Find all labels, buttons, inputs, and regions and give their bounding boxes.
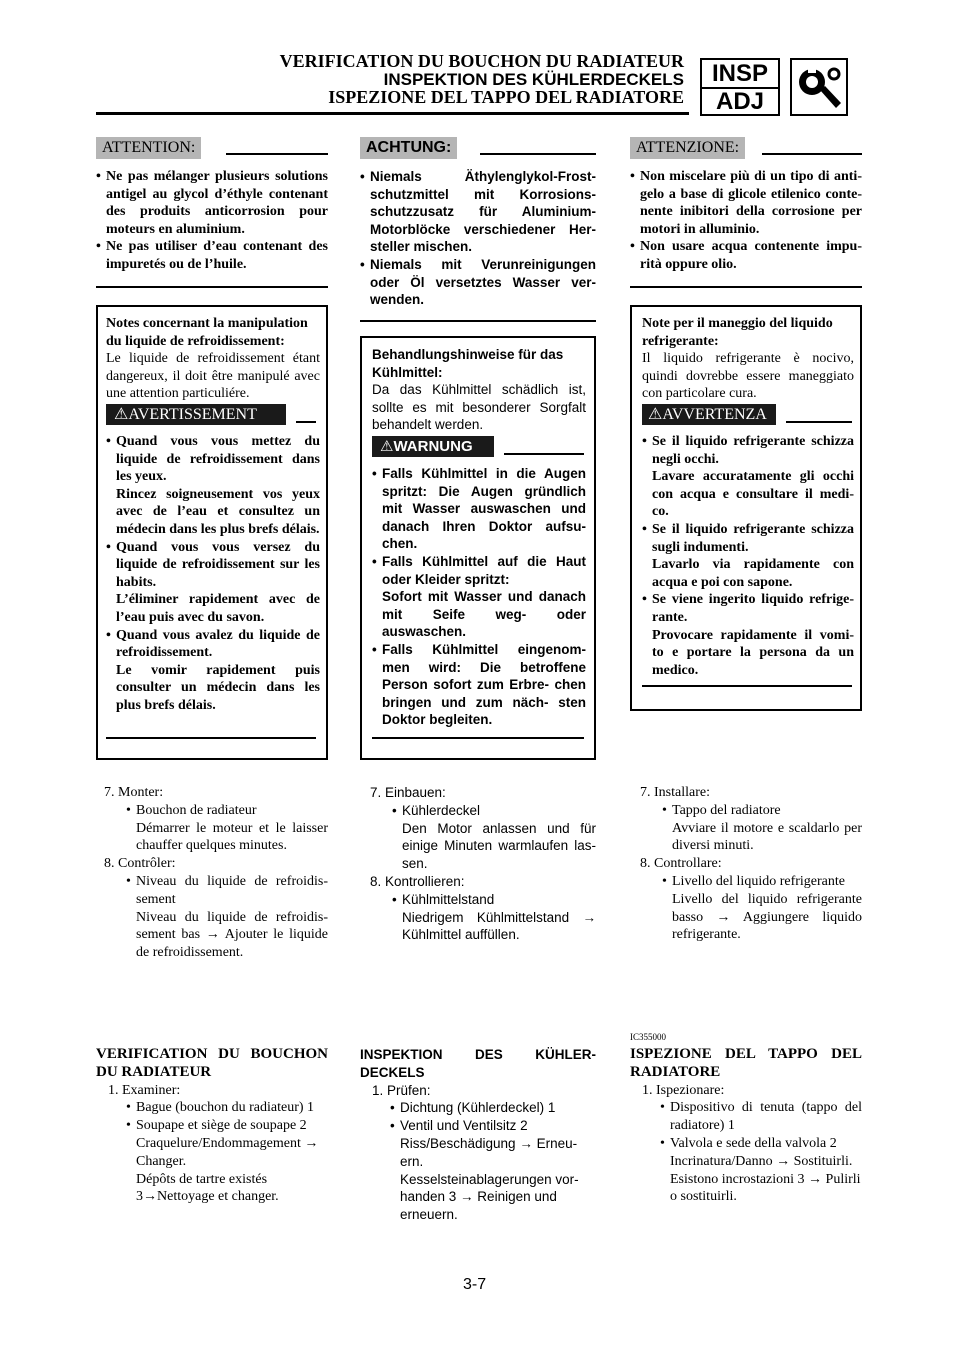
step7-item-de: • Kühlerdeckel (392, 802, 596, 820)
warning-bar-de: ⚠WARNUNG (372, 436, 494, 457)
step7-label-de: 7. Einbauen: (370, 785, 446, 800)
step8-item-it: • Livello del liquido refrigerante (662, 873, 862, 891)
sec-item2-text-it: Incrinatura/Danno → Sostituirli. Esistono incrostazioni 3 → Pulirli o sostituirli. (670, 1153, 861, 1205)
caution-item-fr-1: • Ne pas mélanger plusieurs solutions antigel au glycol d’éthyle contenant des produits anticorrosion pour moteurs en aluminium. (96, 168, 328, 238)
notes-body-fr: Le liquide de refroidissement étant dangereux, il doit être manipulé avec une attention particuliére. (106, 351, 320, 402)
step7-label-it: 7. Installare: (640, 785, 710, 800)
warning-list-de (372, 465, 586, 729)
coolant-notes-box-fr (96, 305, 328, 760)
notes-title-fr: Notes concernant la manipulation du liquide de refroidissement: (106, 316, 308, 349)
section-it (630, 1046, 862, 1206)
caution-tab-fr: ATTENTION: (96, 137, 201, 159)
sec-item2-text-fr: Craquelure/Endommagement → Changer. Dépôts de tartre existés 3→Nettoyage et changer. (136, 1135, 319, 1205)
step8-label-de: 8. Kontrollieren: (370, 873, 465, 889)
section-title-fr: VERIFICATION DU BOUCHON DU RADIATEUR (96, 1046, 328, 1080)
warning-triangle-icon: ⚠ (114, 406, 129, 423)
warning-item-de-1: • Falls Kühlmittel in die Augen spritzt: Die Augen gründlich mit Wasser auswaschen und danach Ihren Doktor aufsu- chen. (372, 465, 586, 553)
steps-it (640, 784, 862, 944)
sec-step1-label-fr: 1. Examiner: (108, 1082, 181, 1098)
step8-text-fr: Niveau du liquide de refroidis- sement bas → Ajouter le liquide de refroidissement. (136, 909, 328, 961)
sec-step1-label-de: 1. Prüfen: (372, 1082, 431, 1098)
section-code-it: IC355000 (630, 1032, 666, 1042)
caution-list-fr (96, 168, 328, 274)
sec-item2-text-de: Riss/Beschädigung → Erneu- ern. Kesselsteinablagerungen vor- handen 3 → Reinigen und erneuern. (400, 1135, 579, 1223)
title-it: ISPEZIONE DEL TAPPO DEL RADIATORE (328, 87, 684, 107)
sec-item1-fr: • Bague (bouchon du radiateur) 1 (126, 1099, 328, 1117)
warning-item-it-2: • Se il liquido refrigerante schizza sugli indumenti. Lavarlo via rapidamente con acqua e poi con sapone. (642, 521, 854, 591)
section-title-it: ISPEZIONE DEL TAPPO DEL RADIATORE (630, 1046, 862, 1080)
notes-title-it: Note per il maneggio del liquido refrigerante: (642, 316, 833, 349)
warning-item-de-3: • Falls Kühlmittel eingenom- men wird: Die betroffene Person sofort zum Erbre- chen bringen und zum näch- sten Doktor begleiten. (372, 641, 586, 729)
sec-item1-it: • Dispositivo di tenuta (tappo del radiatore) 1 (660, 1099, 862, 1135)
caution-tab-it: ATTENZIONE: (630, 137, 745, 159)
caution-list-de (360, 168, 596, 309)
coolant-notes-box-de (360, 336, 596, 760)
title-fr: VERIFICATION DU BOUCHON DU RADIATEUR (279, 51, 684, 71)
step8-item-de: • Kühlmittelstand (392, 891, 596, 909)
warning-bar-it: ⚠AVVERTENZA (642, 404, 776, 425)
sec-item2-de: • Ventil und Ventilsitz 2 (390, 1117, 596, 1135)
step7-item-it: • Tappo del radiatore (662, 802, 862, 820)
steps-fr (104, 784, 328, 962)
warning-list-it (642, 433, 854, 679)
page-number: 3-7 (463, 1276, 487, 1293)
caution-item-fr-2: • Ne pas utiliser d’eau contenant des impuretés ou de l’huile. (96, 238, 328, 273)
coolant-notes-box-it (630, 305, 862, 711)
caution-item-de-2: • Niemals mit Verunreinigungen oder Öl versetztes Wasser ver- wenden. (360, 256, 596, 309)
warning-triangle-icon: ⚠ (380, 438, 394, 455)
warning-item-fr-3: • Quand vous avalez du liquide de refroidissement. Le vomir rapidement puis consulter un médecin dans les plus brefs délais. (106, 627, 320, 715)
title-de: INSPEKTION DES KÜHLERDECKELS (383, 70, 684, 89)
warning-item-fr-2: • Quand vous vous versez du liquide de refroidissement sur les habits. L’éliminer rapidement avec de l’eau puis avec du savon. (106, 539, 320, 627)
step8-label-it: 8. Controllare: (640, 856, 722, 872)
caution-tab-de: ACHTUNG: (360, 137, 457, 159)
insp-adj-box (700, 58, 780, 116)
warning-list-fr (106, 433, 320, 715)
warning-item-it-1: • Se il liquido refrigerante schizza negli occhi. Lavare accuratamente gli occhi con acqua e consultare il medi- co. (642, 433, 854, 521)
steps-de (370, 784, 596, 944)
section-fr (96, 1046, 328, 1206)
step7-text-it: Avviare il motore e scaldarlo per diversi minuti. (672, 820, 862, 854)
notes-body-it: Il liquido refrigerante è nocivo, quindi dovrebbe essere maneggiato con particolare cura. (642, 351, 854, 402)
sec-step1-label-it: 1. Ispezionare: (642, 1082, 725, 1098)
step7-label-fr: 7. Monter: (104, 785, 164, 800)
caution-item-it-1: • Non miscelare più di un tipo di anti- gelo a base di glicole etilenico conte- nente inibitori della corrosione per motori in alluminio. (630, 168, 862, 238)
sec-item2-it: • Valvola e sede della valvola 2 (660, 1135, 862, 1153)
header-rule (96, 112, 689, 115)
notes-body-de: Da das Kühlmittel schädlich ist, sollte es mit besonderer Sorgfalt behandelt werden. (372, 382, 586, 433)
sec-item2-fr: • Soupape et siège de soupape 2 (126, 1117, 328, 1135)
insp-label: INSP (702, 60, 778, 89)
warning-item-de-2: • Falls Kühlmittel auf die Haut oder Kleider spritzt: Sofort mit Wasser und danach mit Seife weg- oder auswaschen. (372, 553, 586, 641)
caution-item-it-2: • Non usare acqua contenente impu- rità oppure olio. (630, 238, 862, 273)
warning-item-it-3: • Se viene ingerito liquido refrige- rante. Provocare rapidamente il vomi- to e portare la persona da un medico. (642, 591, 854, 679)
sec-item1-de: • Dichtung (Kühlerdeckel) 1 (390, 1099, 596, 1117)
step7-text-de: Den Motor anlassen und für einige Minuten warmlaufen las- sen. (402, 820, 596, 872)
section-title-de: INSPEKTION DES KÜHLER- DECKELS (360, 1047, 596, 1080)
wrench-gauge-icon (790, 58, 848, 116)
notes-title-de: Behandlungshinweise für das Kühlmittel: (372, 347, 564, 380)
warning-triangle-icon: ⚠ (648, 406, 663, 423)
warning-item-fr-1: • Quand vous vous mettez du liquide de refroidissement dans les yeux. Rincez soigneusement vos yeux avec de l’eau et consultez un médecin dans les plus brefs délais. (106, 433, 320, 539)
section-de (360, 1046, 596, 1224)
step8-text-it: Livello del liquido refrigerante basso → Aggiungere liquido refrigerante. (672, 891, 862, 943)
step8-label-fr: 8. Contrôler: (104, 856, 176, 872)
step8-item-fr: • Niveau du liquide de refroidis- sement (126, 873, 328, 909)
warning-bar-fr: ⚠AVERTISSEMENT (106, 404, 286, 425)
caution-item-de-1: • Niemals Äthylenglykol-Frost- schutzmittel mit Korrosions- schutzzusatz für Aluminium- Motorblöcke verschiedener Her- steller mischen. (360, 168, 596, 256)
step7-item-fr: • Bouchon de radiateur (126, 802, 328, 820)
step7-text-fr: Démarrer le moteur et le laisser chauffer quelques minutes. (136, 820, 328, 854)
caution-list-it (630, 168, 862, 274)
step8-text-de: Niedrigem Kühlmittelstand → Kühlmittel auffüllen. (402, 909, 596, 943)
adj-label: ADJ (715, 88, 764, 115)
